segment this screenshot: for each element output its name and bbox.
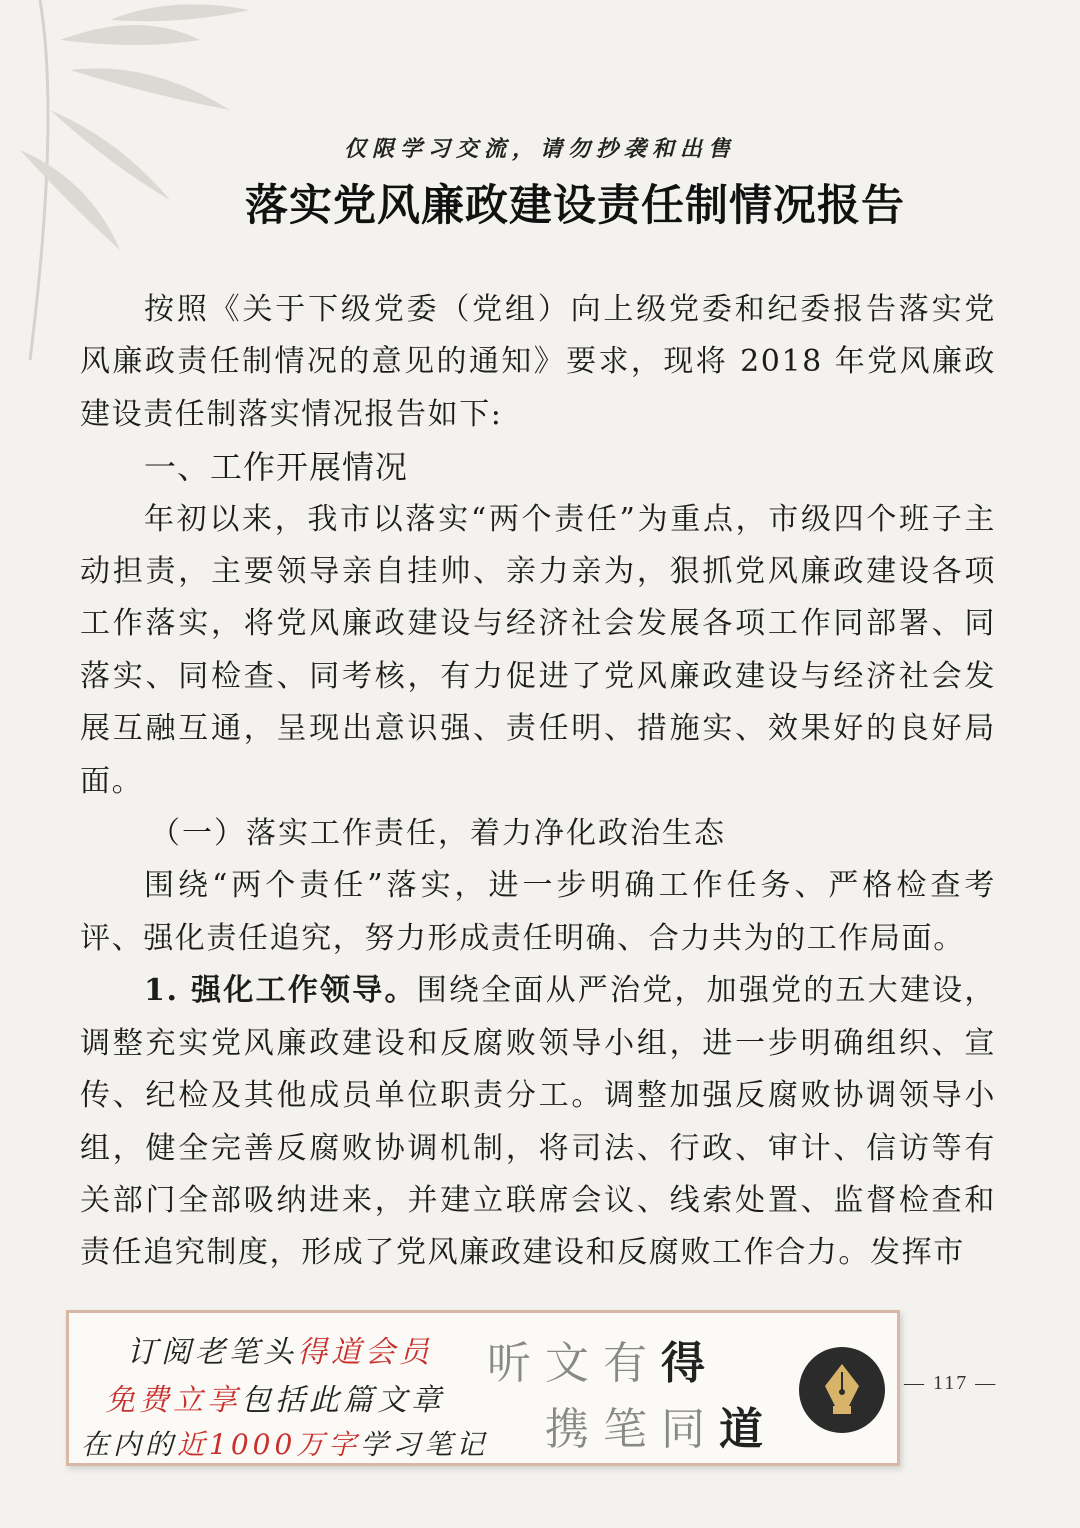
intro-paragraph: 按照《关于下级党委（党组）向上级党委和纪委报告落实党风廉政责任制情况的意见的通知》要求，现将 2018 年党风廉政建设责任制落实情况报告如下: bbox=[80, 292, 996, 432]
watermark-notice: 仅限学习交流，请勿抄袭和出售 bbox=[343, 136, 736, 162]
banner-slogan-2: 携笔同道 bbox=[545, 1404, 777, 1455]
section-heading: 一、工作开展情况 bbox=[144, 448, 409, 487]
banner-line-1: 订阅老笔头得道会员 bbox=[127, 1335, 433, 1370]
page-title: 落实党风廉政建设责任制情况报告 bbox=[245, 181, 905, 231]
item-lead: 1. 强化工作领导。 bbox=[144, 973, 417, 1009]
banner-slogan-1: 听文有得 bbox=[487, 1338, 719, 1389]
banner-line-2: 免费立享包括此篇文章 bbox=[105, 1383, 445, 1418]
fountain-pen-icon bbox=[799, 1347, 885, 1433]
item-paragraph bbox=[80, 965, 996, 1279]
banner-line-3: 在内的近1000万字学习笔记 bbox=[81, 1428, 489, 1461]
section-paragraph: 年初以来，我市以落实“两个责任”为重点，市级四个班子主动担责，主要领导亲自挂帅、亲力亲为，狠抓党风廉政建设各项工作落实，将党风廉政建设与经济社会发展各项工作同部署、同落实、同检查、同考核，有力促进了党风廉政建设与经济社会发展互融互通，呈现出意识强、责任明、措施实、效果好的良好局面。 bbox=[80, 501, 996, 799]
report-body bbox=[80, 284, 996, 1280]
promo-banner[interactable] bbox=[66, 1310, 900, 1466]
subsection-heading: （一）落实工作责任，着力净化政治生态 bbox=[150, 816, 726, 852]
subsection-paragraph: 围绕“两个责任”落实，进一步明确工作任务、严格检查考评、强化责任追究，努力形成责任明确、合力共为的工作局面。 bbox=[80, 868, 996, 956]
item-text: 围绕全面从严治党，加强党的五大建设，调整充实党风廉政建设和反腐败领导小组，进一步明确组织、宣传、纪检及其他成员单位职责分工。调整加强反腐败协调领导小组，健全完善反腐败协调机制，将司法、行政、审计、信访等有关部门全部吸纳进来，并建立联席会议、线索处置、监督检查和责任追究制度，形成了党风廉政建设和反腐败工作合力。发挥市 bbox=[80, 973, 996, 1271]
page-number: — 117 — bbox=[904, 1372, 998, 1394]
